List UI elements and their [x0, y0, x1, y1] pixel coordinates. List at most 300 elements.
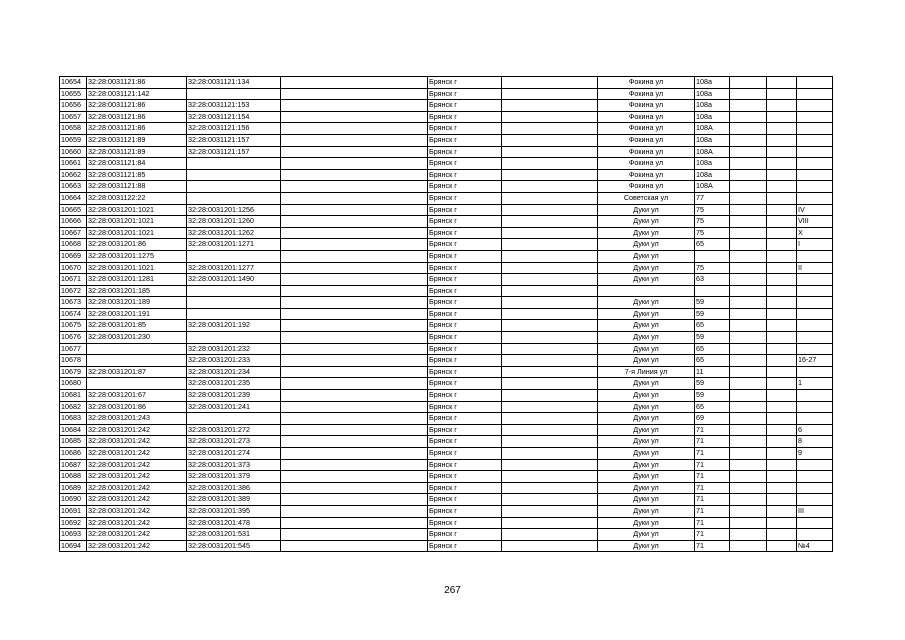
table-cell	[281, 216, 428, 228]
table-cell: 32:28:0031201:389	[187, 494, 281, 506]
table-cell: Брянск г	[428, 320, 502, 332]
table-cell	[767, 424, 797, 436]
table-cell: IV	[797, 204, 833, 216]
table-cell	[502, 239, 598, 251]
table-cell: 71	[695, 517, 730, 529]
table-cell: Фокина ул	[598, 146, 695, 158]
table-cell: 71	[695, 448, 730, 460]
table-cell: Брянск г	[428, 505, 502, 517]
table-cell: Дуки ул	[598, 343, 695, 355]
table-cell	[281, 448, 428, 460]
table-cell	[502, 482, 598, 494]
table-cell: 75	[695, 262, 730, 274]
table-cell	[797, 297, 833, 309]
table-cell: 32:28:0031201:379	[187, 471, 281, 483]
table-cell: Дуки ул	[598, 297, 695, 309]
table-cell	[281, 181, 428, 193]
table-cell	[767, 494, 797, 506]
table-cell: Брянск г	[428, 123, 502, 135]
table-cell	[281, 297, 428, 309]
table-cell: 16-27	[797, 355, 833, 367]
table-cell	[797, 123, 833, 135]
table-cell: 10691	[60, 505, 87, 517]
table-cell: Брянск г	[428, 204, 502, 216]
table-cell: 10678	[60, 355, 87, 367]
table-cell	[767, 413, 797, 425]
table-cell: 32:28:0031201:1277	[187, 262, 281, 274]
table-cell	[281, 123, 428, 135]
table-cell	[502, 529, 598, 541]
table-cell	[797, 413, 833, 425]
records-table	[59, 76, 833, 552]
table-cell	[502, 227, 598, 239]
table-cell	[797, 274, 833, 286]
table-cell: 32:28:0031201:531	[187, 529, 281, 541]
table-cell	[797, 332, 833, 344]
table-cell: Брянск г	[428, 88, 502, 100]
table-cell: 75	[695, 204, 730, 216]
table-cell: 10662	[60, 169, 87, 181]
table-cell	[598, 285, 695, 297]
table-row	[60, 297, 833, 309]
table-cell: Брянск г	[428, 100, 502, 112]
table-cell: Брянск г	[428, 540, 502, 552]
table-cell: 32:28:0031201:235	[187, 378, 281, 390]
table-row	[60, 262, 833, 274]
table-cell	[187, 88, 281, 100]
table-cell: 10673	[60, 297, 87, 309]
table-cell: 32:28:0031201:1260	[187, 216, 281, 228]
table-row	[60, 111, 833, 123]
table-cell	[281, 262, 428, 274]
table-cell: 32:28:0031201:1281	[87, 274, 187, 286]
table-cell	[187, 158, 281, 170]
table-cell: 71	[695, 505, 730, 517]
table-cell	[502, 366, 598, 378]
table-cell	[281, 343, 428, 355]
table-row	[60, 494, 833, 506]
table-cell: 108а	[695, 134, 730, 146]
table-row	[60, 88, 833, 100]
table-cell	[502, 413, 598, 425]
table-cell: 32:28:0031201:1490	[187, 274, 281, 286]
table-cell	[767, 366, 797, 378]
table-cell: 71	[695, 482, 730, 494]
table-cell: Дуки ул	[598, 239, 695, 251]
table-cell: 69	[695, 413, 730, 425]
table-cell	[797, 158, 833, 170]
table-row	[60, 239, 833, 251]
table-cell: 32:28:0031121:86	[87, 111, 187, 123]
table-cell: Фокина ул	[598, 134, 695, 146]
table-row	[60, 459, 833, 471]
table-row	[60, 100, 833, 112]
table-cell: 71	[695, 424, 730, 436]
table-cell	[502, 436, 598, 448]
table-cell	[797, 285, 833, 297]
table-cell	[502, 505, 598, 517]
table-cell	[502, 181, 598, 193]
table-cell	[767, 529, 797, 541]
table-cell: Фокина ул	[598, 88, 695, 100]
table-cell: Брянск г	[428, 517, 502, 529]
table-cell	[730, 262, 767, 274]
table-cell: 32:28:0031201:234	[187, 366, 281, 378]
table-cell	[187, 297, 281, 309]
table-cell	[767, 448, 797, 460]
table-cell: 10692	[60, 517, 87, 529]
table-cell: Дуки ул	[598, 540, 695, 552]
table-cell: 32:28:0031201:242	[87, 505, 187, 517]
table-cell	[797, 134, 833, 146]
table-cell	[502, 134, 598, 146]
table-cell	[502, 540, 598, 552]
table-row	[60, 216, 833, 228]
table-cell	[767, 355, 797, 367]
table-row	[60, 390, 833, 402]
table-cell: 10687	[60, 459, 87, 471]
table-cell: 71	[695, 540, 730, 552]
table-cell: 32:28:0031201:243	[87, 413, 187, 425]
table-cell: 10675	[60, 320, 87, 332]
table-cell: Дуки ул	[598, 482, 695, 494]
table-row	[60, 181, 833, 193]
table-cell: 59	[695, 390, 730, 402]
table-cell: 65	[695, 320, 730, 332]
table-cell	[730, 366, 767, 378]
table-cell: 32:28:0031201:233	[187, 355, 281, 367]
table-cell: Дуки ул	[598, 308, 695, 320]
table-cell: 10679	[60, 366, 87, 378]
table-cell: Брянск г	[428, 262, 502, 274]
table-cell: Брянск г	[428, 390, 502, 402]
table-cell	[281, 134, 428, 146]
table-cell: Дуки ул	[598, 505, 695, 517]
table-cell	[502, 332, 598, 344]
table-cell	[730, 274, 767, 286]
table-cell: 32:28:0031201:192	[187, 320, 281, 332]
table-row	[60, 77, 833, 89]
table-cell: Брянск г	[428, 332, 502, 344]
table-cell	[695, 250, 730, 262]
table-cell: 10655	[60, 88, 87, 100]
table-cell: 32:28:0031201:242	[87, 540, 187, 552]
table-cell: 32:28:0031121:156	[187, 123, 281, 135]
table-cell	[730, 88, 767, 100]
table-cell	[281, 169, 428, 181]
table-cell	[502, 274, 598, 286]
table-cell: 71	[695, 529, 730, 541]
table-cell	[730, 505, 767, 517]
table-cell	[281, 424, 428, 436]
table-cell	[767, 401, 797, 413]
table-row	[60, 378, 833, 390]
table-cell	[502, 169, 598, 181]
table-cell: 108А	[695, 146, 730, 158]
table-row	[60, 413, 833, 425]
table-row	[60, 146, 833, 158]
table-cell	[730, 134, 767, 146]
table-cell	[767, 250, 797, 262]
table-cell: 65	[695, 355, 730, 367]
table-cell	[767, 459, 797, 471]
table-cell: 32:28:0031201:87	[87, 366, 187, 378]
table-cell: Дуки ул	[598, 517, 695, 529]
table-cell	[281, 146, 428, 158]
table-row	[60, 134, 833, 146]
table-cell: 32:28:0031121:157	[187, 146, 281, 158]
table-cell	[730, 448, 767, 460]
table-cell	[281, 482, 428, 494]
table-cell: 32:28:0031201:191	[87, 308, 187, 320]
table-cell	[281, 227, 428, 239]
table-cell: 32:28:0031121:86	[87, 100, 187, 112]
table-cell: 71	[695, 459, 730, 471]
table-cell	[767, 100, 797, 112]
table-cell: 32:28:0031201:242	[87, 482, 187, 494]
table-cell	[281, 366, 428, 378]
table-cell	[767, 285, 797, 297]
table-cell	[281, 505, 428, 517]
table-cell	[502, 494, 598, 506]
table-cell: 10672	[60, 285, 87, 297]
table-cell	[730, 332, 767, 344]
table-cell: 32:28:0031201:230	[87, 332, 187, 344]
table-cell: 8	[797, 436, 833, 448]
table-cell: 32:28:0031201:373	[187, 459, 281, 471]
table-cell	[767, 343, 797, 355]
table-cell	[502, 308, 598, 320]
table-cell	[730, 111, 767, 123]
table-cell: 10677	[60, 343, 87, 355]
table-row	[60, 401, 833, 413]
table-cell	[281, 158, 428, 170]
table-cell: Брянск г	[428, 529, 502, 541]
table-cell	[797, 88, 833, 100]
table-cell	[502, 285, 598, 297]
table-cell	[730, 436, 767, 448]
table-cell: 32:28:0031201:395	[187, 505, 281, 517]
table-cell	[797, 77, 833, 89]
table-row	[60, 204, 833, 216]
table-cell	[730, 390, 767, 402]
table-cell	[767, 482, 797, 494]
table-row	[60, 250, 833, 262]
table-cell	[767, 262, 797, 274]
table-cell: Дуки ул	[598, 274, 695, 286]
table-cell: 10656	[60, 100, 87, 112]
table-row	[60, 343, 833, 355]
table-cell: Брянск г	[428, 297, 502, 309]
table-cell	[730, 227, 767, 239]
table-cell	[767, 308, 797, 320]
table-cell	[797, 100, 833, 112]
table-cell: Брянск г	[428, 169, 502, 181]
table-cell: 75	[695, 227, 730, 239]
table-cell: 10684	[60, 424, 87, 436]
table-cell	[730, 192, 767, 204]
table-cell	[281, 529, 428, 541]
table-cell	[767, 378, 797, 390]
table-cell	[767, 436, 797, 448]
table-cell	[502, 378, 598, 390]
table-cell	[281, 111, 428, 123]
table-cell: 32:28:0031201:189	[87, 297, 187, 309]
table-cell	[730, 77, 767, 89]
table-cell	[730, 250, 767, 262]
table-cell: Дуки ул	[598, 355, 695, 367]
table-cell: 10680	[60, 378, 87, 390]
table-cell: I	[797, 239, 833, 251]
table-cell: 32:28:0031201:272	[187, 424, 281, 436]
table-cell	[187, 250, 281, 262]
table-row	[60, 123, 833, 135]
table-cell	[797, 482, 833, 494]
table-cell	[730, 181, 767, 193]
table-cell	[281, 436, 428, 448]
table-cell: 71	[695, 471, 730, 483]
table-cell: 32:28:0031201:232	[187, 343, 281, 355]
table-cell	[730, 424, 767, 436]
table-cell: Брянск г	[428, 158, 502, 170]
table-cell: 108А	[695, 181, 730, 193]
table-cell: 32:28:0031201:273	[187, 436, 281, 448]
table-cell: Дуки ул	[598, 459, 695, 471]
table-cell	[281, 274, 428, 286]
table-cell	[502, 204, 598, 216]
table-cell: Дуки ул	[598, 424, 695, 436]
table-cell	[797, 471, 833, 483]
table-cell: 32:28:0031201:1021	[87, 227, 187, 239]
table-cell: Фокина ул	[598, 77, 695, 89]
table-cell	[502, 123, 598, 135]
table-cell: Дуки ул	[598, 204, 695, 216]
table-cell: Брянск г	[428, 274, 502, 286]
table-cell	[502, 448, 598, 460]
table-cell: 10670	[60, 262, 87, 274]
table-cell: Дуки ул	[598, 332, 695, 344]
table-cell: 75	[695, 216, 730, 228]
table-cell: 32:28:0031121:89	[87, 146, 187, 158]
table-cell	[87, 378, 187, 390]
table-row	[60, 192, 833, 204]
table-cell	[767, 123, 797, 135]
table-cell: Дуки ул	[598, 262, 695, 274]
table-cell	[730, 401, 767, 413]
table-cell: 10671	[60, 274, 87, 286]
table-cell	[730, 355, 767, 367]
table-cell	[730, 146, 767, 158]
table-cell: 32:28:0031201:242	[87, 494, 187, 506]
table-row	[60, 169, 833, 181]
table-cell: 32:28:0031121:142	[87, 88, 187, 100]
table-cell: 32:28:0031201:86	[87, 401, 187, 413]
table-cell: Дуки ул	[598, 216, 695, 228]
table-cell: Брянск г	[428, 424, 502, 436]
table-cell	[730, 529, 767, 541]
table-cell: 108а	[695, 158, 730, 170]
table-cell: Брянск г	[428, 216, 502, 228]
table-cell: 32:28:0031121:89	[87, 134, 187, 146]
table-cell: 10669	[60, 250, 87, 262]
table-cell	[502, 320, 598, 332]
table-cell: 32:28:0031121:134	[187, 77, 281, 89]
table-cell: Брянск г	[428, 436, 502, 448]
table-row	[60, 505, 833, 517]
table-row	[60, 529, 833, 541]
table-cell: 10666	[60, 216, 87, 228]
table-cell: 32:28:0031121:157	[187, 134, 281, 146]
table-cell: 10668	[60, 239, 87, 251]
table-cell	[502, 401, 598, 413]
table-cell	[87, 355, 187, 367]
table-cell: 10654	[60, 77, 87, 89]
table-cell	[797, 250, 833, 262]
table-cell	[730, 343, 767, 355]
table-cell	[281, 100, 428, 112]
table-cell: Дуки ул	[598, 436, 695, 448]
table-cell: 32:28:0031121:154	[187, 111, 281, 123]
table-cell	[767, 505, 797, 517]
table-cell: 32:28:0031201:478	[187, 517, 281, 529]
table-row	[60, 366, 833, 378]
table-cell	[767, 77, 797, 89]
table-cell	[730, 158, 767, 170]
table-cell: 71	[695, 436, 730, 448]
table-cell: 10693	[60, 529, 87, 541]
table-cell	[730, 123, 767, 135]
table-cell	[87, 343, 187, 355]
table-cell: Фокина ул	[598, 100, 695, 112]
table-cell: 32:28:0031201:1262	[187, 227, 281, 239]
table-row	[60, 332, 833, 344]
table-row	[60, 285, 833, 297]
table-cell: Фокина ул	[598, 169, 695, 181]
table-cell	[281, 517, 428, 529]
table-cell: Брянск г	[428, 111, 502, 123]
table-cell	[730, 517, 767, 529]
table-cell: 10690	[60, 494, 87, 506]
table-cell: 32:28:0031201:242	[87, 517, 187, 529]
table-cell: 65	[695, 239, 730, 251]
table-cell	[730, 204, 767, 216]
table-cell: 7-я Линия ул	[598, 366, 695, 378]
table-cell	[797, 401, 833, 413]
table-cell	[187, 285, 281, 297]
table-cell: Брянск г	[428, 366, 502, 378]
table-cell	[281, 308, 428, 320]
table-cell	[502, 146, 598, 158]
table-cell: 32:28:0031122:22	[87, 192, 187, 204]
table-cell: Брянск г	[428, 494, 502, 506]
table-cell: Дуки ул	[598, 378, 695, 390]
table-cell: VIII	[797, 216, 833, 228]
table-cell: Брянск г	[428, 239, 502, 251]
table-cell	[767, 297, 797, 309]
table-cell: 10661	[60, 158, 87, 170]
table-cell	[730, 459, 767, 471]
table-cell: 77	[695, 192, 730, 204]
table-cell: Дуки ул	[598, 227, 695, 239]
table-cell: X	[797, 227, 833, 239]
table-cell	[281, 285, 428, 297]
table-cell: Брянск г	[428, 378, 502, 390]
table-cell	[281, 88, 428, 100]
table-cell	[767, 111, 797, 123]
table-cell	[767, 471, 797, 483]
table-cell: 32:28:0031121:86	[87, 77, 187, 89]
table-cell	[187, 413, 281, 425]
